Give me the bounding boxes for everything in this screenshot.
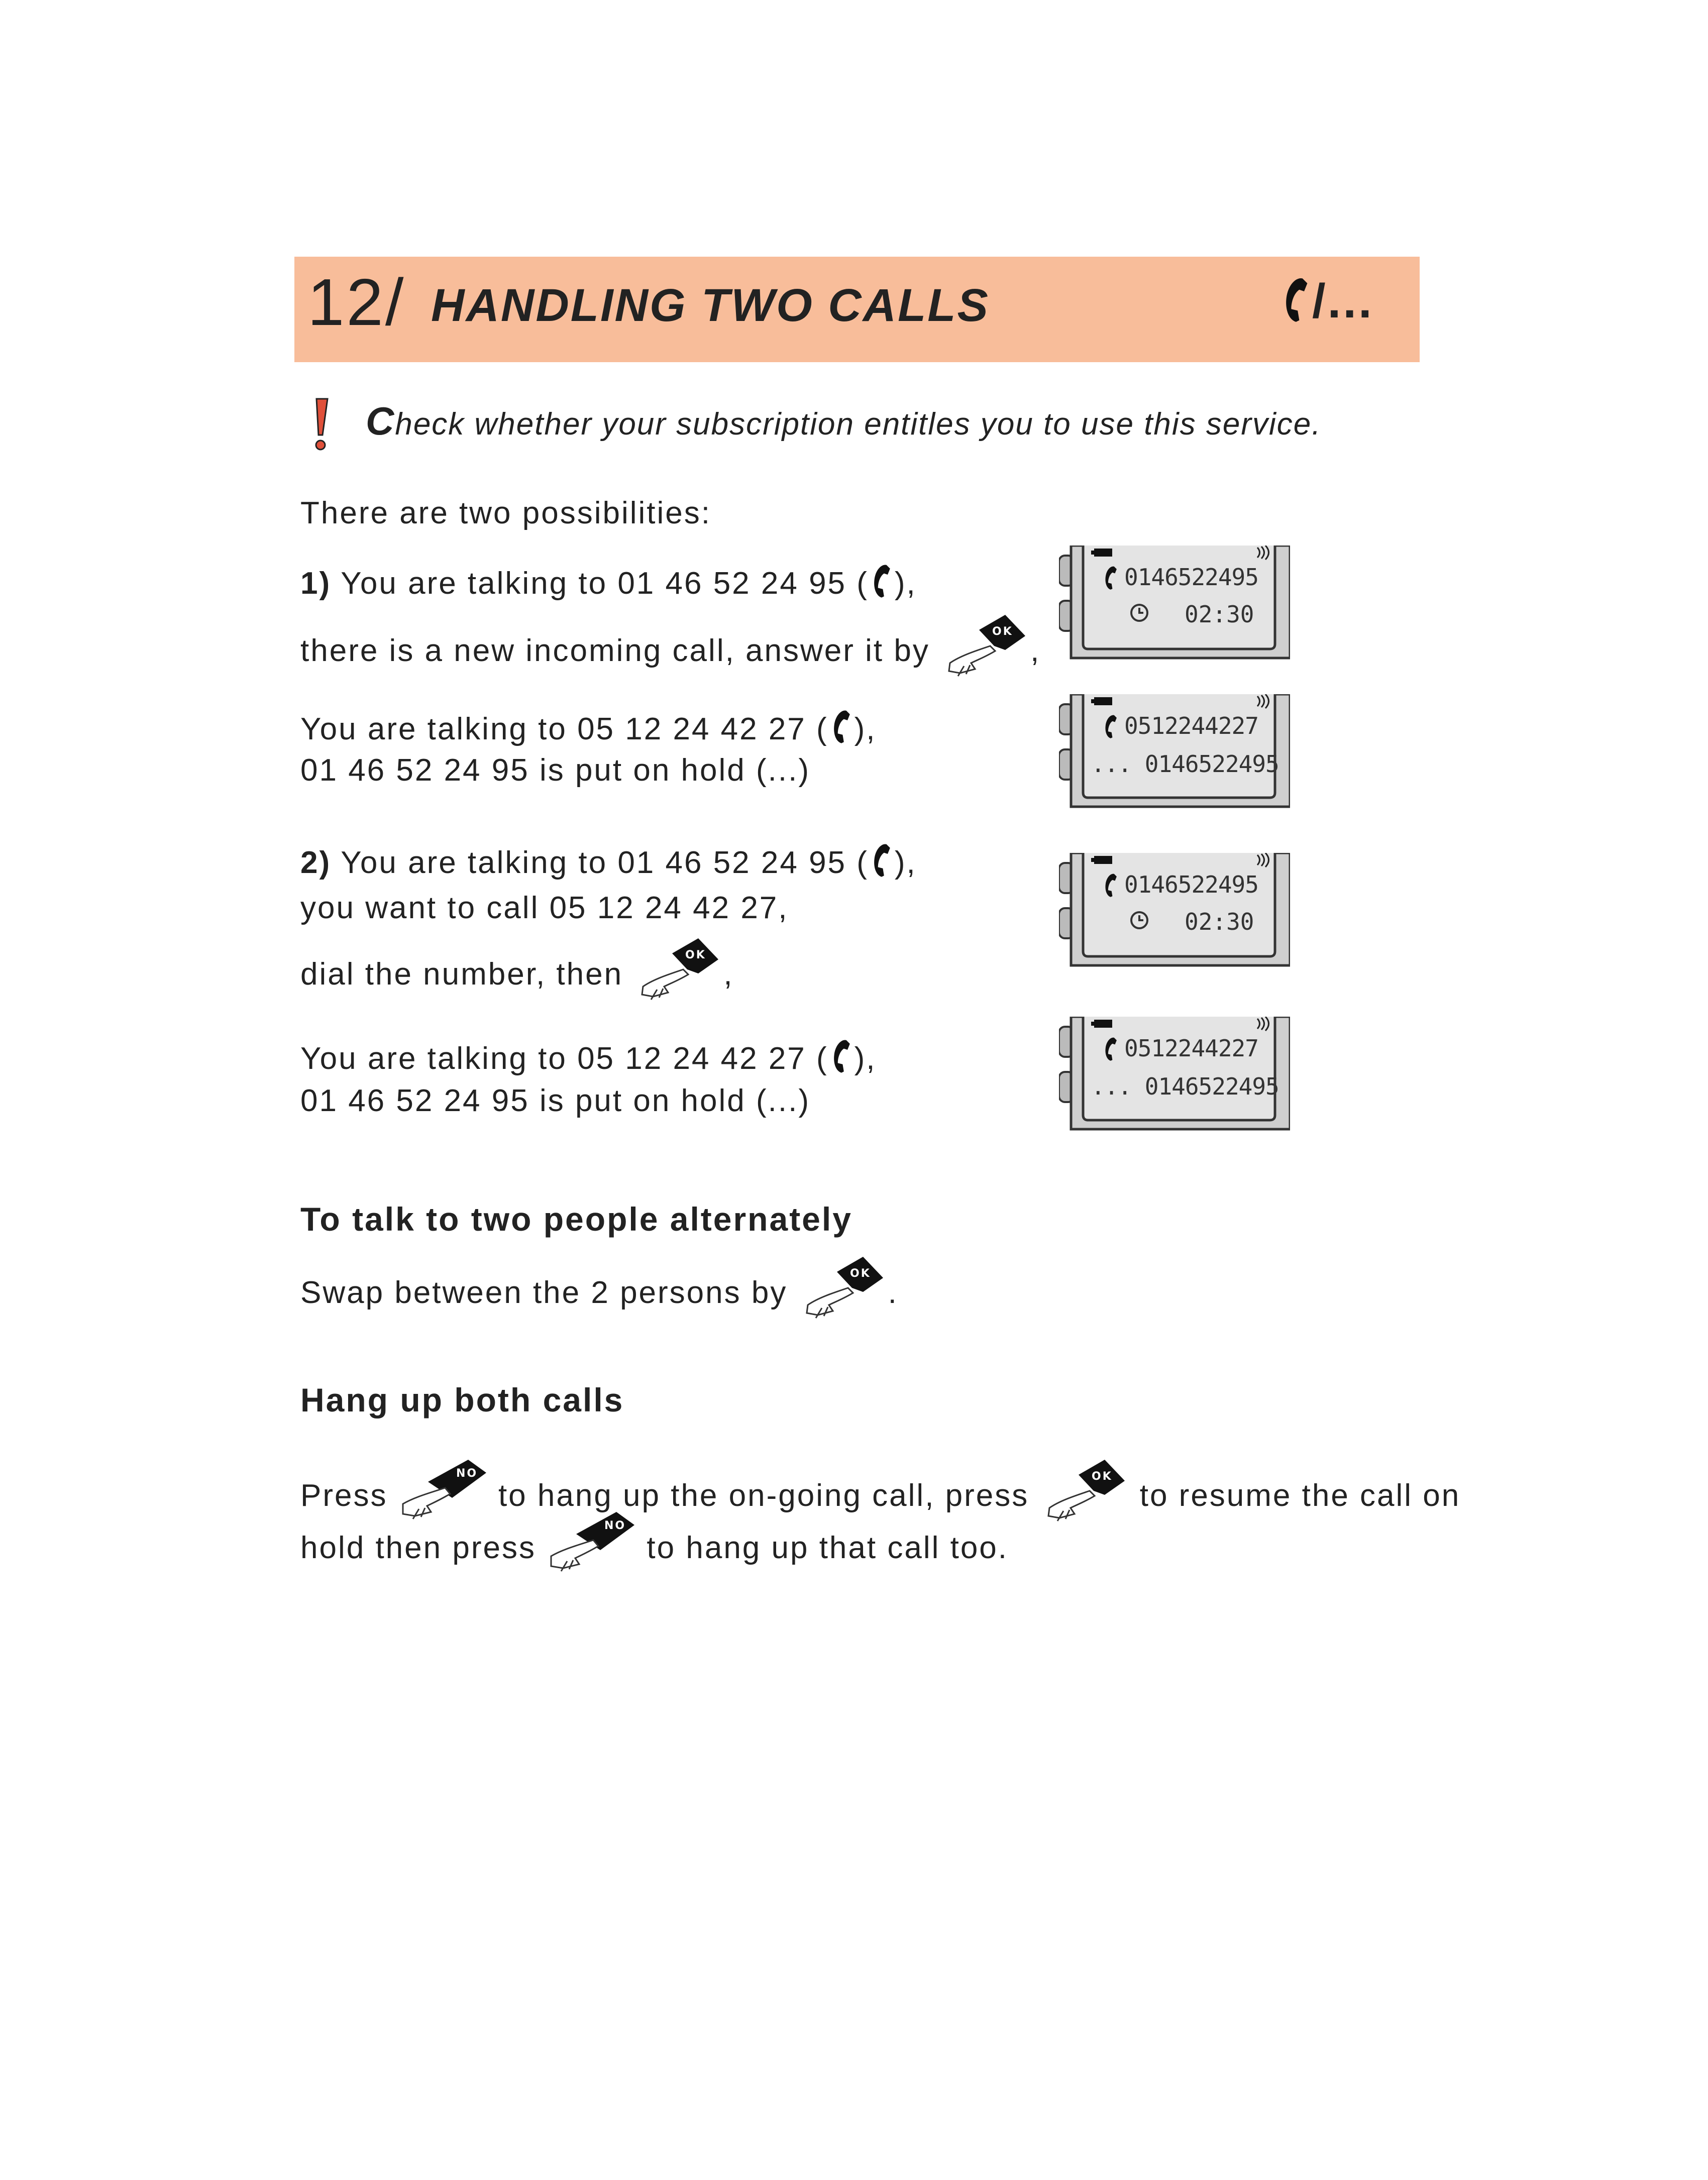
case1-line3-b: ),	[854, 712, 877, 746]
hangup-mid1: to hang up the on-going call, press	[498, 1478, 1029, 1513]
header-icons	[1280, 271, 1374, 332]
case1-line3-a: You are talking to 05 12 24 42 27 (	[300, 712, 828, 746]
case2-line5: 01 46 52 24 95 is put on hold (...)	[300, 1083, 810, 1118]
screen-line1: 0512244227	[1124, 712, 1258, 739]
intro-text: There are two possibilities:	[300, 496, 711, 530]
case2-line4-a: You are talking to 05 12 24 42 27 (	[300, 1041, 828, 1076]
case2-line3-text: dial the number, then	[300, 957, 623, 992]
case1-line2-end: ,	[1030, 633, 1041, 668]
case2-line3-end: ,	[723, 957, 734, 992]
phone-icon	[1102, 1036, 1119, 1062]
screen-line2: ... 0146522495	[1091, 1073, 1279, 1100]
case1-line2-text: there is a new incoming call, answer it by	[300, 633, 930, 668]
screen-frame	[1059, 853, 1290, 968]
hangup-mid2: to resume the call on	[1139, 1478, 1461, 1513]
hangup-line2-a: hold then press	[300, 1531, 536, 1565]
clock-icon	[1129, 603, 1149, 623]
case1-line1	[300, 563, 917, 604]
warning-initial: C	[366, 399, 395, 443]
hangup-heading: Hang up both calls	[300, 1381, 624, 1419]
clock-icon	[1129, 910, 1149, 930]
phone-icon	[828, 1038, 855, 1074]
case1-line1-a: You are talking to 01 46 52 24 95 (	[341, 566, 869, 601]
case2-line1-b: ),	[894, 845, 917, 880]
phone-icon	[1102, 872, 1119, 898]
screen-line2: 02:30	[1185, 601, 1254, 628]
case2-line4-b: ),	[854, 1041, 877, 1076]
page-title: HANDLING TWO CALLS	[431, 280, 990, 331]
screen-line1: 0146522495	[1124, 871, 1258, 898]
ok-key-icon	[798, 1253, 888, 1323]
case1-line4: 01 46 52 24 95 is put on hold (...)	[300, 753, 810, 788]
warning-text: heck whether your subscription entitles you to use this service.	[395, 407, 1322, 442]
case2-line3	[300, 934, 734, 1005]
alternate-text-end: .	[888, 1275, 898, 1310]
case2-label: 2)	[300, 845, 332, 880]
screen-frame	[1059, 546, 1290, 661]
phone-screen	[1059, 694, 1290, 810]
hangup-line2-b: to hang up that call too.	[647, 1531, 1009, 1565]
phone-icon	[869, 842, 895, 878]
section-number: 12/	[307, 265, 406, 339]
screen-line2: 02:30	[1185, 908, 1254, 935]
hangup-press: Press	[300, 1478, 388, 1513]
case2-line4	[300, 1038, 877, 1079]
phone-screen	[1059, 546, 1290, 661]
ok-key-icon	[633, 934, 723, 1005]
screen-line1: 0512244227	[1124, 1035, 1258, 1062]
ok-key-icon	[1039, 1456, 1130, 1526]
case1-label: 1)	[300, 566, 332, 601]
header-suffix: /...	[1312, 274, 1374, 328]
ok-key-icon	[940, 611, 1030, 681]
phone-screen	[1059, 1017, 1290, 1132]
hangup-line2	[300, 1508, 1008, 1578]
subscription-warning	[366, 400, 1322, 446]
alternate-text-body: Swap between the 2 persons by	[300, 1275, 788, 1310]
no-key-icon	[546, 1508, 636, 1578]
screen-line2: ... 0146522495	[1091, 750, 1279, 778]
phone-icon	[828, 708, 855, 744]
phone-icon	[1280, 275, 1312, 323]
phone-icon	[869, 563, 895, 599]
case2-line1	[300, 842, 917, 883]
case2-line2: you want to call 05 12 24 42 27,	[300, 891, 789, 925]
case2-line1-a: You are talking to 01 46 52 24 95 (	[341, 845, 869, 880]
case1-line3	[300, 708, 877, 749]
alternate-text	[300, 1253, 898, 1323]
phone-icon	[1102, 565, 1119, 591]
screen-line1: 0146522495	[1124, 564, 1258, 591]
phone-icon	[1102, 713, 1119, 739]
case1-line2	[300, 611, 1040, 681]
exclamation-icon	[309, 397, 330, 452]
alternate-heading: To talk to two people alternately	[300, 1201, 852, 1238]
case1-line1-b: ),	[894, 566, 917, 601]
phone-screen	[1059, 853, 1290, 968]
